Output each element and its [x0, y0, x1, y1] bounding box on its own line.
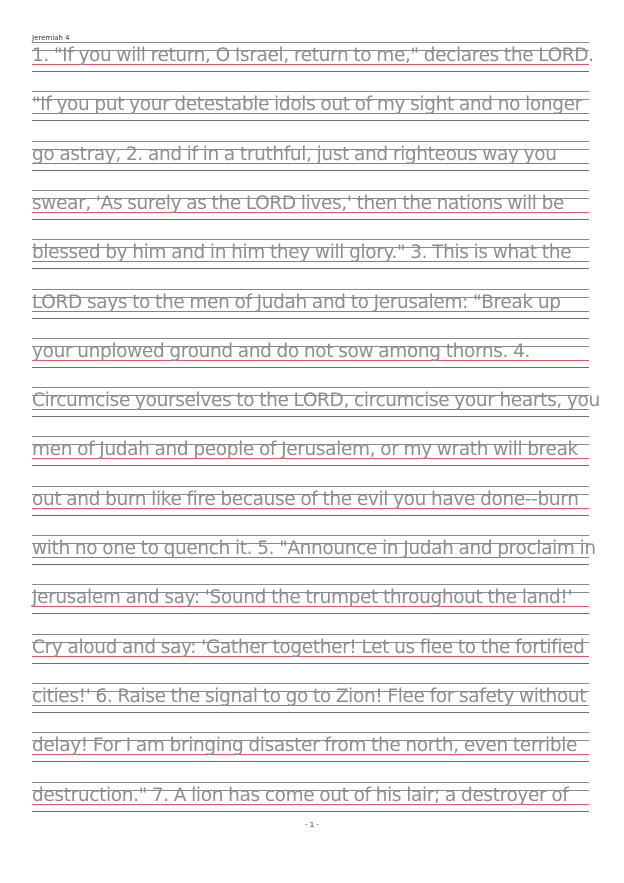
practice-line — [32, 436, 589, 485]
guide-rule — [32, 338, 589, 339]
practice-line — [32, 42, 594, 91]
practice-line — [32, 535, 596, 584]
practice-line — [32, 190, 589, 239]
guide-rule — [32, 318, 589, 319]
guide-rule — [32, 683, 589, 684]
guide-rule — [32, 732, 589, 733]
guide-rule — [32, 367, 589, 368]
guide-rule — [32, 42, 589, 43]
guide-rule — [32, 782, 589, 783]
guide-rule — [32, 268, 589, 269]
tracing-text: Cry aloud and say: 'Gather together! Let us flee to the fortified — [32, 636, 585, 658]
practice-line — [32, 91, 589, 140]
tracing-text: out and burn like fire because of the evil you have done--burn — [32, 488, 579, 510]
tracing-text: Circumcise yourselves to the LORD, circumcise your hearts, you — [32, 390, 600, 412]
guide-rule — [32, 190, 589, 191]
guide-rule — [32, 613, 589, 614]
guide-rule — [32, 634, 589, 635]
practice-line — [32, 683, 589, 732]
practice-line — [32, 387, 600, 436]
guide-rule — [32, 91, 589, 92]
tracing-text: men of Judah and people of Jerusalem, or my wrath will break — [32, 439, 578, 461]
page-header: Jeremiah 4 — [32, 34, 70, 42]
guide-rule — [32, 170, 589, 171]
guide-rule — [32, 141, 589, 142]
practice-line — [32, 289, 589, 338]
page-number: - 1 - — [305, 821, 319, 829]
guide-rule — [32, 535, 589, 536]
guide-rule — [32, 761, 589, 762]
guide-rule — [32, 120, 589, 121]
guide-rule — [32, 71, 589, 72]
guide-rule — [32, 811, 589, 812]
guide-rule — [32, 564, 589, 565]
practice-line — [32, 338, 589, 387]
guide-rule — [32, 486, 589, 487]
practice-line — [32, 634, 589, 683]
guide-rule — [32, 219, 589, 220]
guide-rule — [32, 465, 589, 466]
tracing-text: swear, 'As surely as the LORD lives,' then the nations will be — [32, 192, 564, 214]
tracing-text: "If you put your detestable idols out of my sight and no longer — [32, 94, 582, 116]
guide-rule — [32, 239, 589, 240]
guide-rule — [32, 515, 589, 516]
practice-line — [32, 239, 589, 288]
tracing-text: go astray, 2. and if in a truthful, just and righteous way you — [32, 143, 557, 165]
guide-rule — [32, 584, 589, 585]
practice-line — [32, 486, 589, 535]
tracing-text: blessed by him and in him they will glory." 3. This is what the — [32, 242, 572, 264]
guide-rule — [32, 436, 589, 437]
practice-line — [32, 732, 589, 781]
tracing-text: delay! For I am bringing disaster from the north, even terrible — [32, 735, 578, 757]
tracing-text: 1. "If you will return, O Israel, return to me," declares the LORD. — [32, 45, 594, 66]
guide-rule — [32, 387, 589, 388]
tracing-text: your unplowed ground and do not sow among thorns. 4. — [32, 340, 531, 362]
guide-rule — [32, 663, 589, 664]
tracing-text: with no one to quench it. 5. "Announce in Judah and proclaim in — [32, 538, 596, 559]
tracing-text: cities!' 6. Raise the signal to go to Zion! Flee for safety without — [32, 685, 587, 707]
tracing-text: Jerusalem and say: 'Sound the trumpet throughout the land!' — [32, 587, 573, 609]
tracing-text: destruction." 7. A lion has come out of his lair; a destroyer of — [32, 784, 569, 806]
guide-rule — [32, 712, 589, 713]
guide-rule — [32, 416, 589, 417]
practice-line — [32, 584, 589, 633]
practice-line — [32, 141, 589, 190]
guide-rule — [32, 289, 589, 290]
tracing-text: LORD says to the men of Judah and to Jerusalem: "Break up — [32, 291, 561, 313]
